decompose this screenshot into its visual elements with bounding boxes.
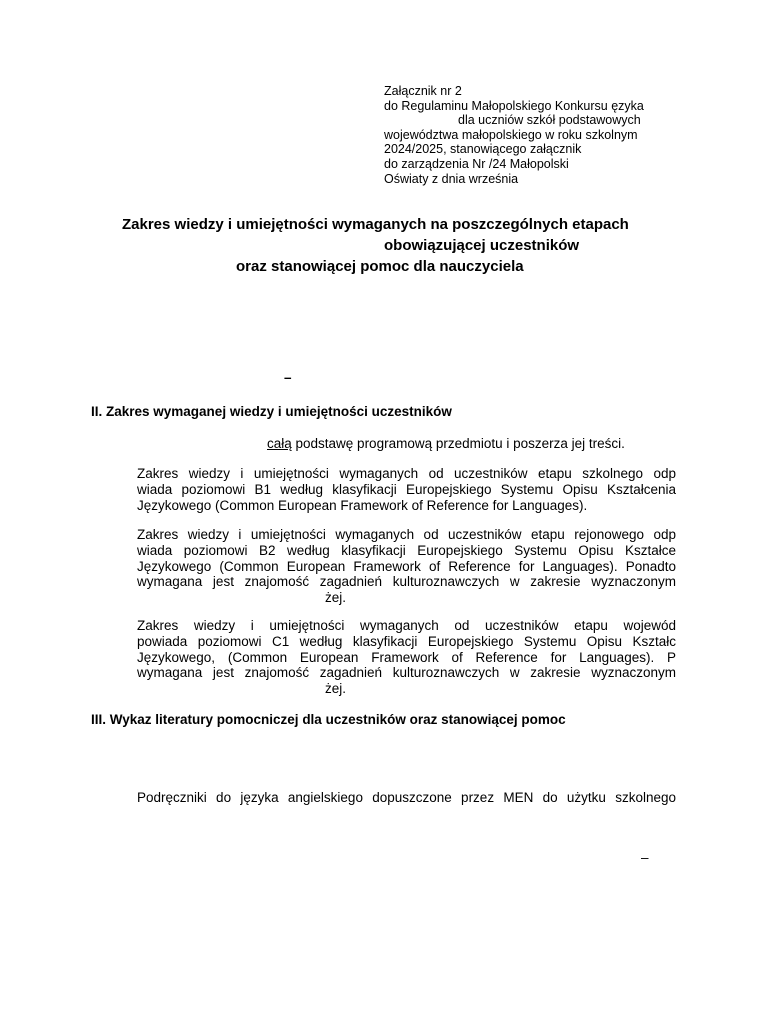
paragraph-line: żej.	[325, 590, 347, 606]
header-line: do zarządzenia Nr /24 Małopolski	[384, 156, 569, 171]
paragraph-line: Zakres wiedzy i umiejętności wymaganych od uczestników etapu szkolnego odp	[137, 466, 676, 481]
paragraph-stage-school	[137, 466, 676, 513]
header-line: Załącznik nr 2	[384, 84, 462, 98]
section-2-heading: II. Zakres wymaganej wiedzy i umiejętności uczestników	[91, 404, 452, 419]
intro-underlined-word: całą	[267, 436, 292, 451]
dash-mark: –	[641, 850, 649, 865]
paragraph-line: Zakres wiedzy i umiejętności wymaganych od uczestników etapu wojewód	[137, 618, 676, 633]
doc-title-line-1: Zakres wiedzy i umiejętności wymaganych na poszczególnych etapach	[122, 216, 629, 233]
doc-title-line-2: obowiązującej uczestników	[384, 237, 580, 254]
paragraph-line: żej.	[325, 681, 347, 697]
paragraph-line: wymagana jest znajomość zagadnień kulturoznawczych w zakresie wyznaczonym	[137, 665, 676, 681]
header-line: województwa małopolskiego w roku szkolnym	[384, 127, 638, 142]
dash-mark: –	[284, 370, 292, 385]
header-line: 2024/2025, stanowiącego załącznik	[384, 142, 582, 157]
intro-text: podstawę programową przedmiotu i poszerza jej treści.	[291, 436, 625, 451]
paragraph-stage-voivodeship	[137, 618, 676, 697]
paragraph-stage-regional	[137, 527, 676, 606]
section-3-heading: III. Wykaz literatury pomocniczej dla uczestników oraz stanowiącej pomoc	[91, 712, 566, 727]
paragraph-line: Podręczniki do języka angielskiego dopuszczone przez MEN do użytku szkolnego	[137, 790, 676, 805]
paragraph-line: powiada poziomowi C1 według klasyfikacji Europejskiego Systemu Opisu Kształc	[137, 633, 676, 649]
header-line: do Regulaminu Małopolskiego Konkursu ęzyka	[384, 98, 644, 113]
paragraph-line: wiada poziomowi B2 według klasyfikacji Europejskiego Systemu Opisu Kształce	[137, 542, 676, 558]
attachment-header	[384, 84, 644, 186]
paragraph-line: Językowego (Common European Framework of Reference for Languages). Ponadto	[137, 558, 676, 574]
doc-title-line-3: oraz stanowiącej pomoc dla nauczyciela	[236, 258, 524, 275]
paragraph-line: wymagana jest znajomość zagadnień kulturoznawczych w zakresie wyznaczonym	[137, 574, 676, 590]
header-line: dla uczniów szkół podstawowych	[458, 113, 641, 128]
header-line: Oświaty z dnia września	[384, 171, 519, 186]
paragraph-line: wiada poziomowi B1 według klasyfikacji Europejskiego Systemu Opisu Kształcenia	[137, 481, 676, 497]
section-2-intro	[267, 436, 625, 452]
paragraph-line: Językowego, (Common European Framework of Reference for Languages). P	[137, 649, 676, 665]
section-3-paragraph	[137, 790, 676, 806]
paragraph-line: Zakres wiedzy i umiejętności wymaganych od uczestników etapu rejonowego odp	[137, 527, 676, 542]
paragraph-line: Językowego (Common European Framework of Reference for Languages).	[137, 497, 588, 513]
